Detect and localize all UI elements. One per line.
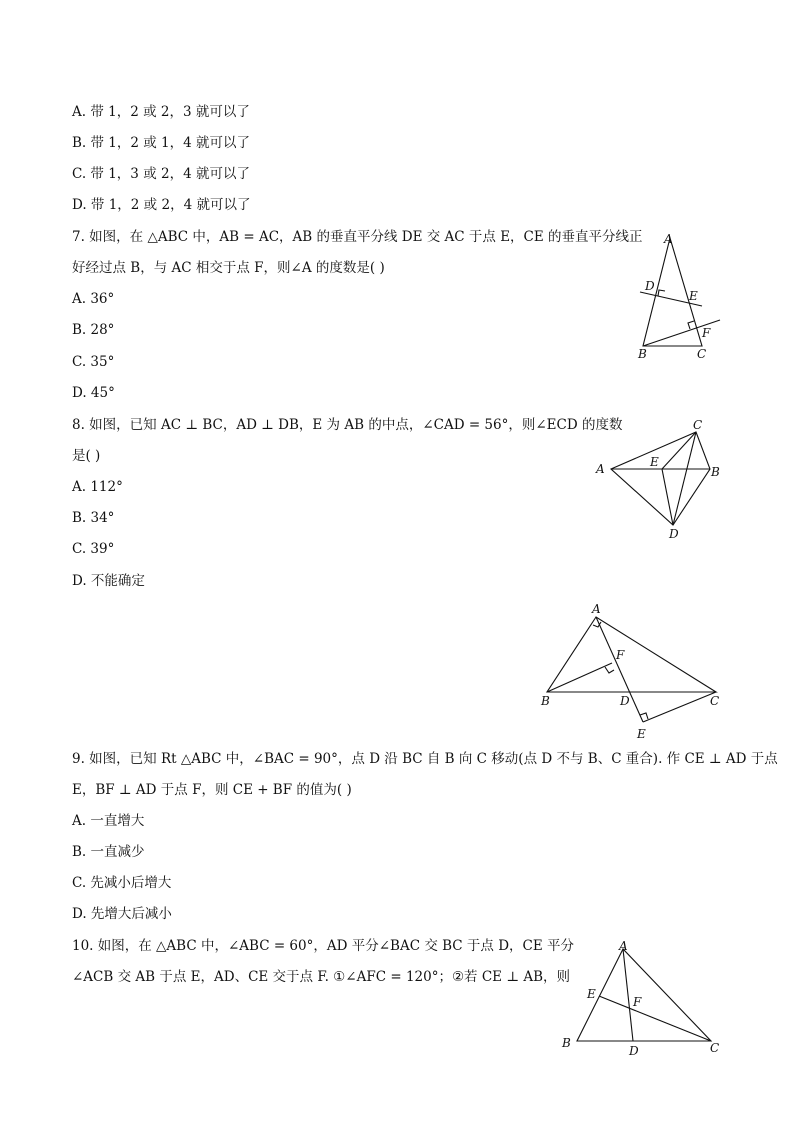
- q7-label-d: D: [645, 279, 655, 293]
- q9-label-d: D: [620, 694, 630, 708]
- q9-stem-line2: E，BF ⊥ AD 于点 F，则 CE + BF 的值为( ): [72, 782, 352, 798]
- q8-label-a: A: [596, 462, 605, 476]
- q6-option-b: B. 带 1，2 或 1，4 就可以了: [72, 135, 251, 151]
- q7-option-d: D. 45°: [72, 385, 115, 401]
- q10-line-ad: [623, 949, 633, 1041]
- q8-stem-line1: 8. 如图，已知 AC ⊥ BC，AD ⊥ DB，E 为 AB 的中点，∠CAD = 56°，则∠ECD 的度数: [72, 417, 623, 433]
- q10-label-a: A: [619, 939, 628, 953]
- q8-option-b: B. 34°: [72, 510, 115, 526]
- q7-option-b: B. 28°: [72, 322, 115, 338]
- q7-stem-line1: 7. 如图，在 △ABC 中，AB = AC，AB 的垂直平分线 DE 交 AC 于点 E，CE 的垂直平分线正: [72, 229, 643, 245]
- q7-stem-line2: 好经过点 B，与 AC 相交于点 F，则∠A 的度数是( ): [72, 260, 385, 276]
- q7-label-e: E: [689, 289, 698, 303]
- q9-option-c: C. 先减小后增大: [72, 875, 172, 891]
- q9-label-e: E: [637, 727, 646, 741]
- q7-right-angle-f: [688, 321, 694, 329]
- q6-option-d: D. 带 1，2 或 2，4 就可以了: [72, 197, 251, 213]
- q8-figure: [590, 414, 730, 546]
- q10-stem-line1: 10. 如图，在 △ABC 中，∠ABC = 60°，AD 平分∠BAC 交 BC 于点 D，CE 平分: [72, 938, 574, 954]
- q8-line-cd: [673, 432, 696, 525]
- q10-label-c: C: [710, 1041, 720, 1055]
- q7-option-a: A. 36°: [72, 291, 115, 307]
- q7-label-b: B: [638, 347, 647, 361]
- q8-option-d: D. 不能确定: [72, 573, 145, 589]
- q9-figure: [530, 598, 730, 748]
- q10-label-b: B: [562, 1036, 571, 1050]
- q7-right-angle-d: [658, 290, 665, 296]
- q8-option-c: C. 39°: [72, 541, 115, 557]
- q9-stem-line1: 9. 如图，已知 Rt △ABC 中，∠BAC = 90°，点 D 沿 BC 自 B 向 C 移动(点 D 不与 B、C 重合). 作 CE ⊥ AD 于点: [72, 751, 778, 767]
- q8-label-d: D: [669, 527, 679, 541]
- q9-line-ce: [643, 692, 716, 722]
- q7-label-f: F: [702, 326, 711, 340]
- q9-option-d: D. 先增大后减小: [72, 906, 172, 922]
- q9-label-a: A: [592, 602, 601, 616]
- q9-label-c: C: [710, 694, 720, 708]
- q6-option-a: A. 带 1，2 或 2，3 就可以了: [72, 104, 250, 120]
- q9-option-b: B. 一直减少: [72, 844, 145, 860]
- q8-label-b: B: [711, 465, 720, 479]
- q8-stem-line2: 是( ): [72, 448, 101, 464]
- q8-quadrilateral: [611, 432, 710, 525]
- q9-label-f: F: [616, 648, 625, 662]
- q9-label-b: B: [541, 694, 550, 708]
- q8-label-e: E: [650, 455, 659, 469]
- q10-label-f: F: [633, 995, 642, 1009]
- q10-label-d: D: [629, 1044, 639, 1058]
- q8-label-c: C: [693, 418, 703, 432]
- q6-option-c: C. 带 1，3 或 2，4 就可以了: [72, 166, 250, 182]
- q9-option-a: A. 一直增大: [72, 813, 145, 829]
- q10-line-ce: [599, 996, 711, 1041]
- q10-figure: [555, 935, 725, 1065]
- q7-figure: [630, 226, 730, 366]
- q8-option-a: A. 112°: [72, 479, 123, 495]
- q10-stem-line2: ∠ACB 交 AB 于点 E，AD、CE 交于点 F. ①∠AFC = 120°；②若 CE ⊥ AB，则: [72, 969, 570, 985]
- q7-option-c: C. 35°: [72, 354, 115, 370]
- q10-label-e: E: [587, 987, 596, 1001]
- q7-label-c: C: [697, 347, 707, 361]
- q9-right-angle-f: [605, 667, 614, 673]
- q10-triangle: [577, 949, 711, 1041]
- q7-label-a: A: [664, 232, 673, 246]
